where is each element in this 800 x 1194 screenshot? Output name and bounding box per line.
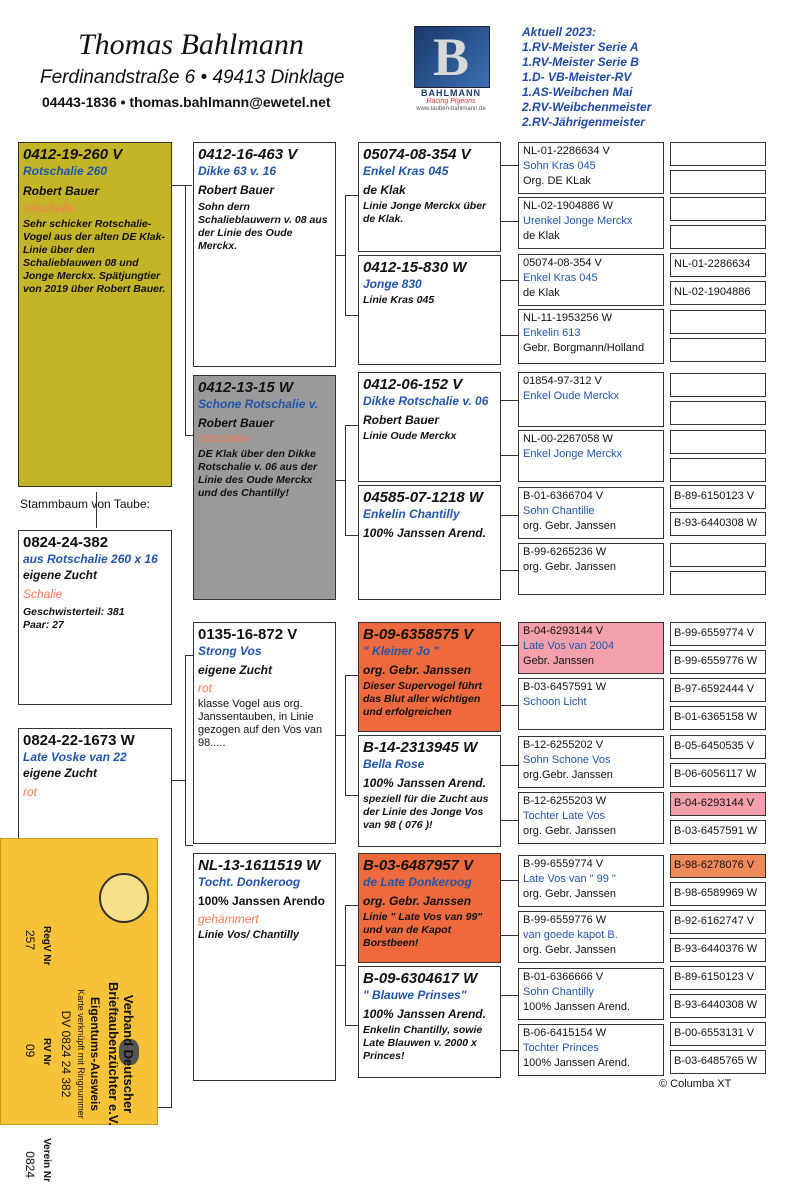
ff-box — [193, 142, 336, 367]
mm-owner: 100% Janssen Arendo — [198, 894, 325, 908]
gg-owner: org. Gebr. Janssen — [523, 944, 616, 956]
gg-owner: org.Gebr. Janssen — [523, 769, 613, 781]
gg-name: Sohn Schone Vos — [523, 754, 611, 766]
gg-box — [518, 736, 664, 788]
ggg-box — [670, 430, 766, 454]
subject-sibling: Geschwisterteil: 381 — [23, 606, 125, 618]
gg-box — [518, 309, 664, 364]
card-subtitle: Karte verknüpft mit Ringnummer — [76, 989, 86, 1119]
gg-ring: B-99-6265236 W — [523, 546, 607, 558]
fm-name: Schone Rotschalie v. — [198, 397, 319, 411]
gg-ring: NL-11-1953256 W — [523, 312, 613, 324]
gg-ring: B-12-6255202 V — [523, 739, 604, 751]
mf-name: Strong Vos — [198, 644, 262, 658]
ggg-box: B-04-6293144 V — [670, 792, 766, 816]
mm-description: Linie Vos/ Chantilly — [198, 929, 300, 941]
gg-ring: B-06-6415154 W — [523, 1027, 607, 1039]
mm-box — [193, 853, 336, 1081]
gg-box — [518, 622, 664, 674]
gg-box — [518, 543, 664, 595]
g-ring: 04585-07-1218 W — [363, 489, 484, 506]
ff-ring: 0412-16-463 V — [198, 146, 298, 163]
gg-name: Urenkel Jonge Merckx — [523, 215, 633, 227]
gg-box — [518, 968, 664, 1020]
ggg-box: B-98-6278076 V — [670, 854, 766, 878]
ggg-box: B-92-6162747 V — [670, 910, 766, 934]
ggg-box: B-99-6559776 W — [670, 650, 766, 674]
logo-url: www.tauben-bahlmann.de — [416, 106, 486, 112]
ggg-box: B-01-6365158 W — [670, 706, 766, 730]
card-label: Verein Nr — [41, 1138, 52, 1182]
mother-owner: eigene Zucht — [23, 766, 98, 780]
card-value: 257 — [23, 930, 37, 951]
g-owner: org. Gebr. Janssen — [363, 663, 472, 677]
gg-box — [518, 372, 664, 427]
g-box — [358, 142, 501, 252]
card-value: 09 — [23, 1043, 37, 1058]
gg-box — [518, 911, 664, 963]
gg-ring: NL-00-2267058 W — [523, 433, 613, 445]
gg-ring: NL-01-2286634 V — [523, 145, 610, 157]
ggg-box — [670, 225, 766, 249]
g-box — [358, 735, 501, 847]
ggg-box — [670, 543, 766, 567]
breeder-contact: 04443-1836 • thomas.bahlmann@ewetel.net — [42, 94, 331, 110]
gg-name: Sohn Kras 045 — [523, 160, 596, 172]
gg-owner: org. Gebr. Janssen — [523, 520, 616, 532]
ggg-box — [670, 373, 766, 397]
achievement-item: 2.RV-Weibchenmeister — [522, 100, 652, 114]
card-label: RegV Nr — [41, 926, 52, 966]
mother-ring: 0824-22-1673 W — [23, 732, 135, 749]
achievement-item: 1.RV-Meister Serie A — [522, 40, 639, 54]
stammbaum-label: Stammbaum von Taube: — [20, 497, 150, 511]
gg-name: Late Vos van 2004 — [523, 640, 615, 652]
card-title: Eigentums-Ausweis — [88, 996, 102, 1112]
achievement-item: 1.D- VB-Meister-RV — [522, 70, 632, 84]
subject-owner: eigene Zucht — [23, 568, 98, 582]
ggg-box: NL-02-1904886 — [670, 281, 766, 305]
gg-ring: B-03-6457591 W — [523, 681, 607, 693]
g-ring: 05074-08-354 V — [363, 146, 471, 163]
ggg-box — [670, 310, 766, 334]
gg-owner: Gebr. Janssen — [523, 655, 594, 667]
mf-ring: 0135-16-872 V — [198, 626, 298, 643]
achievement-item: 1.AS-Weibchen Mai — [522, 85, 633, 99]
gg-box — [518, 1024, 664, 1076]
gg-box — [518, 254, 664, 306]
card-ring: DV 0824 24 382 — [59, 1010, 73, 1098]
father-name: Rotschalie 260 — [23, 164, 108, 178]
g-description: Dieser Supervogel führt das Blut aller wichtigen und erfolgreichen — [363, 680, 483, 718]
pigeon-logo-icon: B — [414, 26, 490, 88]
gg-ring: B-01-6366666 V — [523, 971, 604, 983]
gg-name: Enkel Kras 045 — [523, 272, 598, 284]
gg-box — [518, 792, 664, 844]
ggg-box: B-93-6440376 W — [670, 938, 766, 962]
father-owner: Robert Bauer — [23, 184, 100, 198]
gg-owner: de Klak — [523, 230, 560, 242]
subject-color: Schalie — [23, 587, 63, 601]
gg-owner: org. Gebr. Janssen — [523, 888, 616, 900]
gg-owner: Gebr. Borgmann/Holland — [523, 342, 645, 354]
fm-ring: 0412-13-15 W — [198, 379, 294, 396]
breeder-address: Ferdinandstraße 6 • 49413 Dinklage — [40, 67, 345, 88]
gg-box — [518, 487, 664, 539]
ggg-box: NL-01-2286634 — [670, 253, 766, 277]
g-owner: Robert Bauer — [363, 413, 440, 427]
ggg-box: B-93-6440308 W — [670, 512, 766, 536]
g-box — [358, 372, 501, 482]
gg-owner: org. Gebr. Janssen — [523, 561, 616, 573]
ggg-box: B-89-6150123 V — [670, 966, 766, 990]
ggg-box: B-98-6589969 W — [670, 882, 766, 906]
g-name: " Kleiner Jo " — [363, 644, 440, 658]
ff-name: Dikke 63 v. 16 — [198, 164, 277, 178]
g-description: Enkelin Chantilly, sowie Late Blauwen v. 2000 x Princes! — [363, 1024, 483, 1062]
gg-name: Enkel Jonge Merckx — [523, 448, 623, 460]
gg-owner: 100% Janssen Arend. — [523, 1057, 631, 1069]
father-box — [18, 142, 172, 487]
gg-owner: 100% Janssen Arend. — [523, 1001, 631, 1013]
ggg-box — [670, 458, 766, 482]
gg-name: Late Vos van " 99 " — [523, 873, 616, 885]
ggg-box: B-00-6553131 V — [670, 1022, 766, 1046]
g-box — [358, 966, 501, 1078]
gg-box — [518, 142, 664, 194]
bahlmann-logo — [410, 26, 492, 116]
gg-name: Enkelin 613 — [523, 327, 581, 339]
gg-name: Sohn Chantilly — [523, 986, 594, 998]
gg-owner: org. Gebr. Janssen — [523, 825, 616, 837]
g-ring: 0412-15-830 W — [363, 259, 467, 276]
g-box — [358, 485, 501, 600]
gg-ring: B-99-6559776 W — [523, 914, 607, 926]
mf-color: rot — [198, 681, 213, 695]
ff-description: Sohn dern Schalieblauwern v. 08 aus der Linie des Oude Merckx. — [198, 201, 328, 252]
g-description: Linie Oude Merckx — [363, 430, 457, 442]
logo-text: BAHLMANN — [421, 88, 481, 98]
father-color: rotschalie — [23, 201, 75, 215]
gg-name: Tochter Late Vos — [523, 810, 605, 822]
g-name: " Blauwe Prinses" — [363, 988, 467, 1002]
father-ring: 0412-19-260 V — [23, 146, 123, 163]
gg-ring: B-12-6255203 W — [523, 795, 607, 807]
card-org: Verband Deutscher — [121, 994, 136, 1114]
ggg-box: B-93-6440308 W — [670, 994, 766, 1018]
gg-name: van goede kapot B. — [523, 929, 618, 941]
g-ring: B-03-6487957 V — [363, 857, 474, 874]
subject-ring: 0824-24-382 — [23, 534, 109, 551]
g-owner: Linie Kras 045 — [363, 294, 435, 306]
gg-ring: 01854-97-312 V — [523, 375, 602, 387]
gg-owner: Org. DE KLak — [523, 175, 591, 187]
achievement-item: 2.RV-Jährigenmeister — [522, 115, 645, 129]
ggg-box — [670, 571, 766, 595]
gg-box — [518, 855, 664, 907]
g-name: Enkelin Chantilly — [363, 507, 460, 521]
ggg-box: B-03-6457591 W — [670, 820, 766, 844]
g-description: speziell für die Zucht aus der Linie des Jonge Vos van 98 ( 076 )! — [363, 793, 489, 831]
mm-name: Tocht. Donkeroog — [198, 875, 301, 889]
gg-box — [518, 197, 664, 249]
g-name: Dikke Rotschalie v. 06 — [363, 394, 489, 408]
ggg-box: B-97-6592444 V — [670, 678, 766, 702]
breeder-name: Thomas Bahlmann — [78, 28, 304, 61]
achievement-item: 1.RV-Meister Serie B — [522, 55, 639, 69]
g-description: Linie Jonge Merckx über de Klak. — [363, 200, 487, 225]
mf-owner: eigene Zucht — [198, 663, 273, 677]
g-owner: de Klak — [363, 183, 406, 197]
g-name: Bella Rose — [363, 757, 425, 771]
ggg-box: B-05-6450535 V — [670, 735, 766, 759]
ggg-box: B-03-6485765 W — [670, 1050, 766, 1074]
fm-color: rotschalie — [198, 431, 250, 445]
g-owner: 100% Janssen Arend. — [363, 1007, 486, 1021]
g-ring: B-14-2313945 W — [363, 739, 478, 756]
gg-name: Tochter Princes — [523, 1042, 599, 1054]
g-owner: 100% Janssen Arend. — [363, 526, 486, 540]
card-rotated-content — [6, 914, 136, 1194]
ownership-card — [0, 838, 158, 1182]
father-description: Sehr schicker Rotschalie-Vogel aus der alten DE Klak-Linie über den Schalieblauwen 08 und Jonge Merckx. Spätjungtier von 2019 über Robert Bauer. — [23, 218, 166, 295]
g-ring: 0412-06-152 V — [363, 376, 463, 393]
footer-copyright: © Columba XT — [659, 1078, 732, 1090]
gg-name: Enkel Oude Merckx — [523, 390, 619, 402]
ggg-box — [670, 197, 766, 221]
g-ring: B-09-6304617 W — [363, 970, 478, 987]
card-value: 0824 — [23, 1151, 37, 1178]
g-description: Linie " Late Vos van 99" und van de Kapot Borstbeen! — [363, 911, 483, 949]
g-name: Jonge 830 — [363, 277, 422, 291]
subject-pair: Paar: 27 — [23, 619, 64, 631]
mother-color: rot — [23, 785, 38, 799]
subject-name: aus Rotschalie 260 x 16 — [23, 552, 158, 566]
mf-box — [193, 622, 336, 844]
fm-owner: Robert Bauer — [198, 416, 275, 430]
gg-name: Schoon Licht — [523, 696, 587, 708]
mm-color: gehämmert — [198, 912, 259, 926]
mm-ring: NL-13-1611519 W — [198, 857, 321, 874]
ggg-box — [670, 401, 766, 425]
gg-box — [518, 678, 664, 730]
fm-box — [193, 375, 336, 600]
fm-description: DE Klak über den Dikke Rotschalie v. 06 aus der Linie des Oude Merckx und des Chantilly! — [198, 448, 318, 499]
gg-ring: NL-02-1904886 W — [523, 200, 613, 212]
gg-ring: B-99-6559774 V — [523, 858, 604, 870]
logo-subtitle: Racing Pigeons — [426, 98, 476, 105]
mf-description: klasse Vogel aus org. Janssentauben, in Linie gezogen auf den Vos van 98..... — [198, 698, 323, 749]
ggg-box: B-89-6150123 V — [670, 485, 766, 509]
gg-ring: B-01-6366704 V — [523, 490, 604, 502]
g-owner: org. Gebr. Janssen — [363, 894, 472, 908]
ggg-box — [670, 338, 766, 362]
ff-owner: Robert Bauer — [198, 183, 275, 197]
card-label: RV Nr — [41, 1037, 52, 1066]
gg-ring: B-04-6293144 V — [523, 625, 604, 637]
ggg-box: B-99-6559774 V — [670, 622, 766, 646]
achievements-title: Aktuell 2023: — [522, 25, 597, 39]
gg-ring: 05074-08-354 V — [523, 257, 602, 269]
gg-box — [518, 430, 664, 482]
subject-box — [18, 530, 172, 705]
ggg-box: B-06-6056117 W — [670, 763, 766, 787]
g-box — [358, 255, 501, 365]
g-ring: B-09-6358575 V — [363, 626, 474, 643]
gg-owner: de Klak — [523, 287, 560, 299]
achievements — [522, 25, 651, 130]
g-name: de Late Donkeroog — [363, 875, 472, 889]
g-box — [358, 853, 501, 963]
g-owner: 100% Janssen Arend. — [363, 776, 486, 790]
card-org2: Brieftaubenzüchter e.V. — [106, 981, 121, 1126]
ggg-box — [670, 170, 766, 194]
ggg-box — [670, 142, 766, 166]
g-box — [358, 622, 501, 732]
g-name: Enkel Kras 045 — [363, 164, 449, 178]
gg-name: Sohn Chantilie — [523, 505, 595, 517]
mother-name: Late Voske van 22 — [23, 750, 127, 764]
